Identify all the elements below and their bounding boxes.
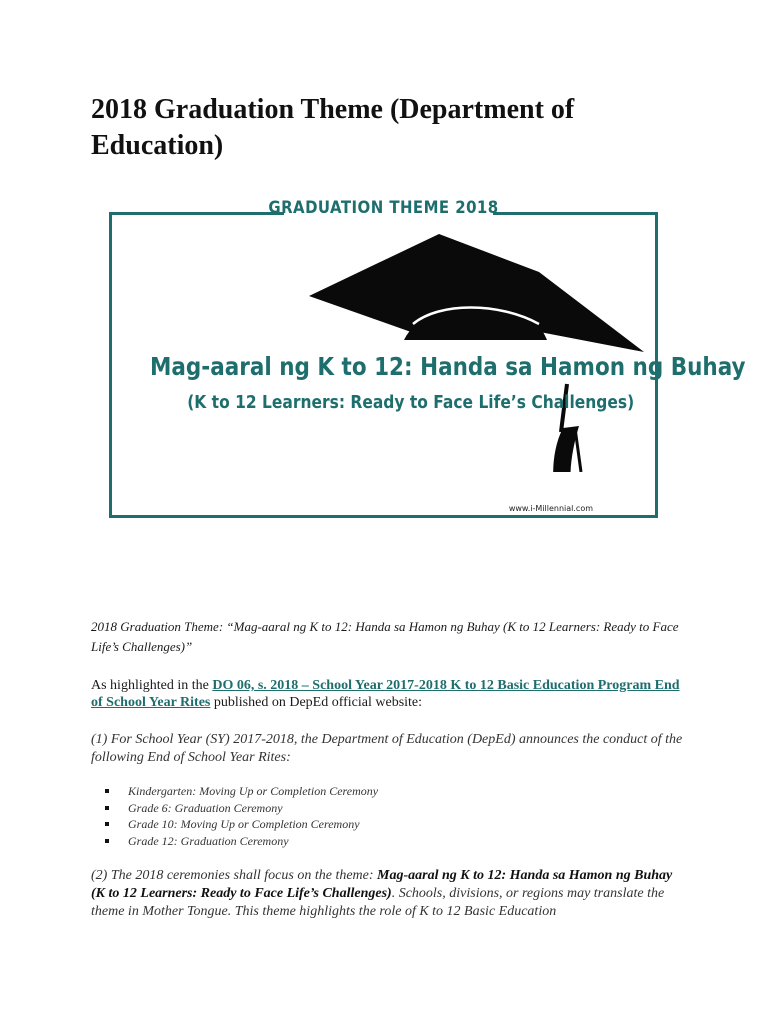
section2-prefix: (2) The 2018 ceremonies shall focus on the theme:: [91, 868, 378, 883]
section2-suffix: . Schools, divisions, or regions may translate the theme in Mother Tongue. This theme highlights the role of K to 12 Basic Education: [91, 886, 665, 919]
list-item: Kindergarten: Moving Up or Completion Ceremony: [105, 783, 686, 800]
rites-list: [91, 783, 686, 849]
intro-prefix: As highlighted in the: [91, 678, 213, 693]
lead-paragraph: [91, 617, 686, 657]
banner-theme-text: Mag-aaral ng K to 12: Handa sa Hamon ng Buhay: [150, 352, 746, 381]
section1-paragraph: (1) For School Year (SY) 2017-2018, the Department of Education (DepEd) announces the conduct of the following End of School Year Rites:: [91, 732, 683, 765]
section2-paragraph: [91, 867, 686, 921]
list-item: Grade 6: Graduation Ceremony: [105, 800, 686, 817]
intro-paragraph: [91, 677, 686, 711]
list-item: Grade 10: Moving Up or Completion Ceremony: [105, 816, 686, 833]
intro-suffix: published on DepEd official website:: [210, 695, 423, 710]
list-item: Grade 12: Graduation Ceremony: [105, 833, 686, 850]
section2-theme: Mag-aaral ng K to 12: Handa sa Hamon ng Buhay (K to 12 Learners: Ready to Face Life’s Challenges): [91, 868, 673, 901]
banner-heading: GRADUATION THEME 2018: [268, 198, 499, 218]
banner-watermark-url: www.i-Millennial.com: [508, 504, 593, 513]
lead-prefix: 2018 Graduation Theme:: [91, 619, 227, 634]
lead-theme: “Mag-aaral ng K to 12: Handa sa Hamon ng Buhay (K to 12 Learners: Ready to Face Life’s Challenges)”: [91, 619, 679, 654]
deped-order-link[interactable]: DO 06, s. 2018 – School Year 2017-2018 K to 12 Basic Education Program End of School Year Rites: [91, 678, 680, 710]
article-body: [91, 617, 686, 937]
banner-translation-text: (K to 12 Learners: Ready to Face Life’s Challenges): [187, 392, 635, 413]
page-title: 2018 Graduation Theme (Department of Education): [91, 94, 575, 161]
graduation-theme-banner: [109, 198, 746, 518]
